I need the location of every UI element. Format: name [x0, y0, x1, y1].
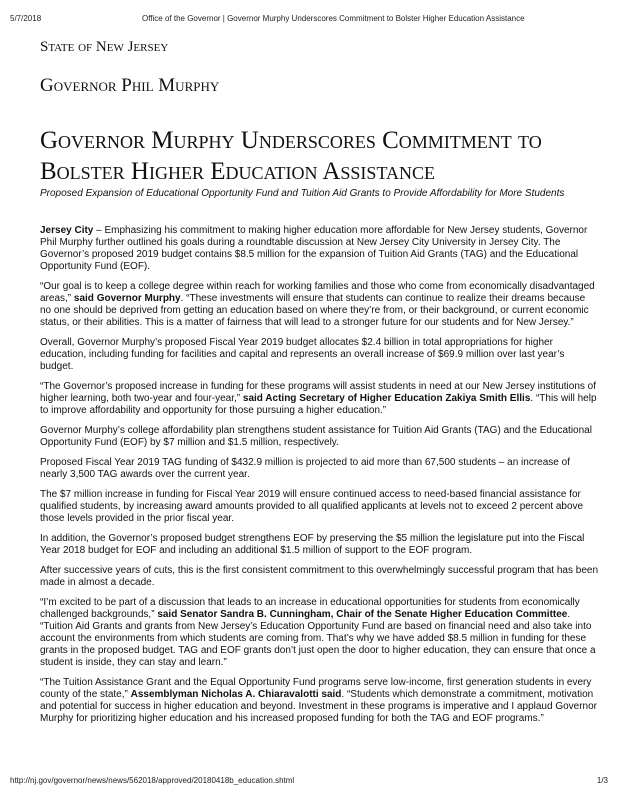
state-name[interactable]: State of New Jersey [40, 39, 169, 55]
paragraph: “Our goal is to keep a college degree within reach for working families and those who come from economically disadvantaged areas,” said Governor Murphy. “These investments will ensure that students can continue to realize their dreams because no one should be deprived from getting an education based on where they’re from, or their background, or current economic status, or their abilities. This is a matter of fairness that will lead to a stronger future for our students and for New Jersey.” [40, 281, 595, 328]
print-date: 5/7/2018 [10, 14, 42, 23]
paragraph: Governor Murphy’s college affordability plan strengthens student assistance for Tuition Aid Grants (TAG) and the Educational Opportunity Fund (EOF) by $7 million and $1.5 million, respectively. [40, 425, 592, 448]
paragraph: In addition, the Governor’s proposed budget strengthens EOF by preserving the $5 million the legislature put into the Fiscal Year 2018 budget for EOF and including an additional $1.5 million of support to the EOF program. [40, 533, 585, 556]
article-subtitle: Proposed Expansion of Educational Opportunity Fund and Tuition Aid Grants to Provide Affordability for More Students [40, 188, 565, 199]
paragraph: “The Governor’s proposed increase in funding for these programs will assist students in need at our New Jersey institutions of higher learning, both two-year and four-year,” said Acting Secretary of Higher Education Zakiya Smith Ellis. “This will help to improve affordability and opportunity for those pursuing a higher education.” [40, 381, 597, 416]
paragraph: Proposed Fiscal Year 2019 TAG funding of $432.9 million is projected to aid more than 67,500 students – an increase of nearly 3,500 TAG awards over the current year. [40, 457, 570, 480]
paragraph: After successive years of cuts, this is the first consistent commitment to this overwhelmingly successful program that has been made in almost a decade. [40, 565, 599, 588]
governor-name[interactable]: Governor Phil Murphy [40, 75, 220, 96]
print-page-title: Office of the Governor | Governor Murphy Underscores Commitment to Bolster Higher Education Assistance [142, 14, 525, 23]
paragraph: “I’m excited to be part of a discussion that leads to an increase in educational opportunities for students from economically challenged backgrounds,” said Senator Sandra B. Cunningham, Chair of the Senate Higher Education Committee. “Tuition Aid Grants and grants from New Jersey’s Education Opportunity Fund are based on financial need and also take into account the environments from which students are coming from. That’s why we have added $8.5 million in funding for these grants in the proposed budget. TAG and EOF grants don’t just open the door to higher education, they can ensure that once a student is inside, they can stay and learn.” [40, 597, 596, 668]
print-page-number: 1/3 [596, 776, 608, 785]
paragraph: Jersey City – Emphasizing his commitment to making higher education more affordable for New Jersey students, Governor Phil Murphy further outlined his goals during a roundtable discussion at New Jersey City University in Jersey City. The Governor’s proposed 2019 budget contains $8.5 million for the expansion of Tuition Aid Grants (TAG) and the Educational Opportunity Fund (EOF). [40, 225, 588, 272]
dateline: Jersey City [40, 225, 94, 236]
paragraph: The $7 million increase in funding for Fiscal Year 2019 will ensure continued access to need-based financial assistance for qualified students, by increasing award amounts provided to all qualified applicants at levels not to exceed 2 percent above those levels provided in the prior fiscal year. [40, 489, 584, 524]
article-headline: Governor Murphy Underscores Commitment to Bolster Higher Education Assistance [40, 127, 542, 185]
paragraph: “The Tuition Assistance Grant and the Equal Opportunity Fund programs serve low-income, first generation students in every county of the state,” Assemblyman Nicholas A. Chiaravalotti said. “Students which demonstrate a commitment, motivation and potential for success in higher education and beyond. Investment in these programs is imperative and I applaud Governor Murphy for prioritizing higher education and his increased proposed funding for both the TAG and EOF programs.” [40, 677, 597, 724]
paragraph: Overall, Governor Murphy’s proposed Fiscal Year 2019 budget allocates $2.4 billion in total appropriations for higher education, including funding for facilities and capital and represents an overall increase of $69.9 million over last year’s budget. [40, 337, 565, 372]
print-url: http://nj.gov/governor/news/news/562018/approved/20180418b_education.shtml [10, 776, 295, 785]
article-body [40, 225, 598, 733]
